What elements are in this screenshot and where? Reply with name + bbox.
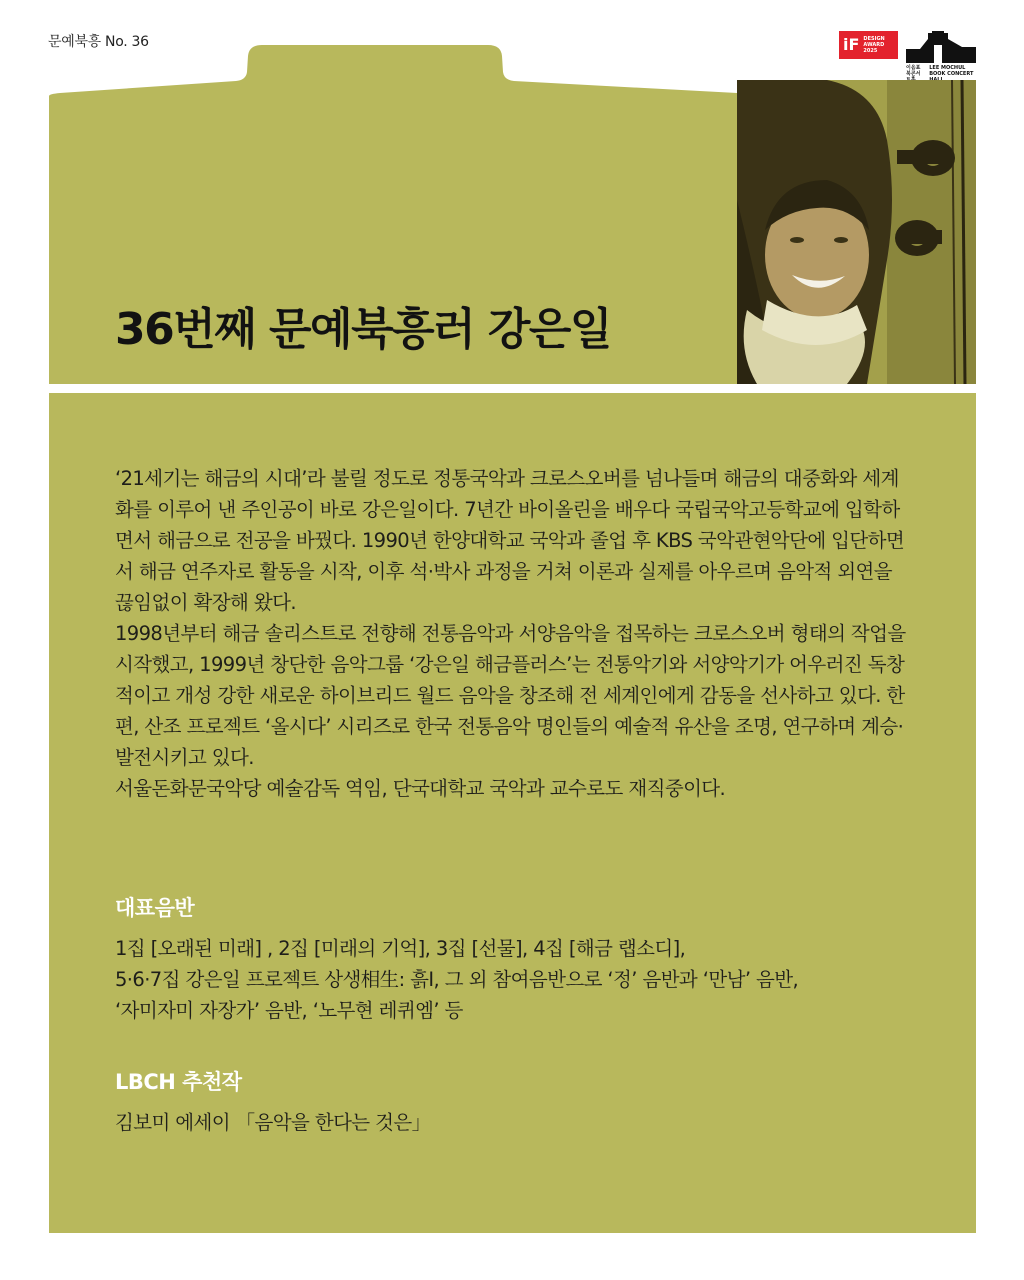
albums-heading: 대표음반: [115, 896, 195, 920]
if-award-line: DESIGN: [863, 36, 885, 42]
lbch-caption-en: LEE MOCHUL BOOK CONCERT: [929, 65, 974, 77]
bio-paragraph: 서울돈화문국악당 예술감독 역임, 단국대학교 국악과 교수로도 재직중이다.: [115, 777, 726, 800]
issue-label: 문예북흥 No. 36: [48, 34, 149, 50]
bio-section: [115, 463, 915, 804]
if-award-line: AWARD: [863, 42, 885, 48]
recommend-list: [115, 1107, 935, 1138]
bio-paragraph: 1998년부터 해금 솔리스트로 전향해 전통음악과 서양음악을 접목하는 크로스오버 형태의 작업을 시작했고, 1999년 창단한 음악그룹 ‘강은일 해금플러스’는 전통악기와 서양악기가 어우러진 독창적이고 개성 강한 새로운 하이브리드 월드 음악을 창조해 전 세계인에게 감동을 선사하고 있다. 한편, 산조 프로젝트 ‘올시다’ 시리즈로 한국 전통음악 명인들의 예술적 유산을 조명, 연구하며 계승·발전시키고 있다.: [115, 622, 906, 769]
albums-list: [115, 933, 935, 1026]
bio-paragraph: ‘21세기는 해금의 시대’라 불릴 정도로 정통국악과 크로스오버를 넘나들며 해금의 대중화와 세계화를 이루어 낸 주인공이 바로 강은일이다. 7년간 바이올린을 배우다 국립국악고등학교에 입학하면서 해금으로 전공을 바꿨다. 1990년 한양대학교 국악과 졸업 후 KBS 국악관현악단에 입단하면서 해금 연주자로 활동을 시작, 이후 석·박사 과정을 거쳐 이론과 실제를 아우르며 음악적 외연을 끊임없이 확장해 왔다.: [115, 467, 905, 614]
recommend-line: 김보미 에세이 「음악을 한다는 것은」: [115, 1111, 431, 1134]
portrait-photo: [737, 80, 976, 384]
content-panel: [49, 393, 976, 1233]
album-line: 5·6·7집 강은일 프로젝트 상생相生: 흙Ⅰ, 그 외 참여음반으로 ‘정’ 음반과 ‘만남’ 음반,: [115, 968, 799, 991]
if-award-line: 2025: [863, 48, 878, 54]
portrait-image: [737, 80, 976, 384]
page-title: 36번째 문예북흥러 강은일: [115, 304, 611, 355]
album-line: 1집 [오래된 미래] , 2집 [미래의 기억], 3집 [선물], 4집 [해금 랩소디],: [115, 937, 686, 960]
recommend-heading: LBCH 추천작: [115, 1070, 242, 1094]
if-mark: iF: [843, 35, 860, 54]
lbch-caption-ko: 이음표 북콘서: [906, 65, 921, 77]
album-line: ‘자미자미 자장가’ 음반, ‘노무현 레퀴엠’ 등: [115, 999, 463, 1022]
